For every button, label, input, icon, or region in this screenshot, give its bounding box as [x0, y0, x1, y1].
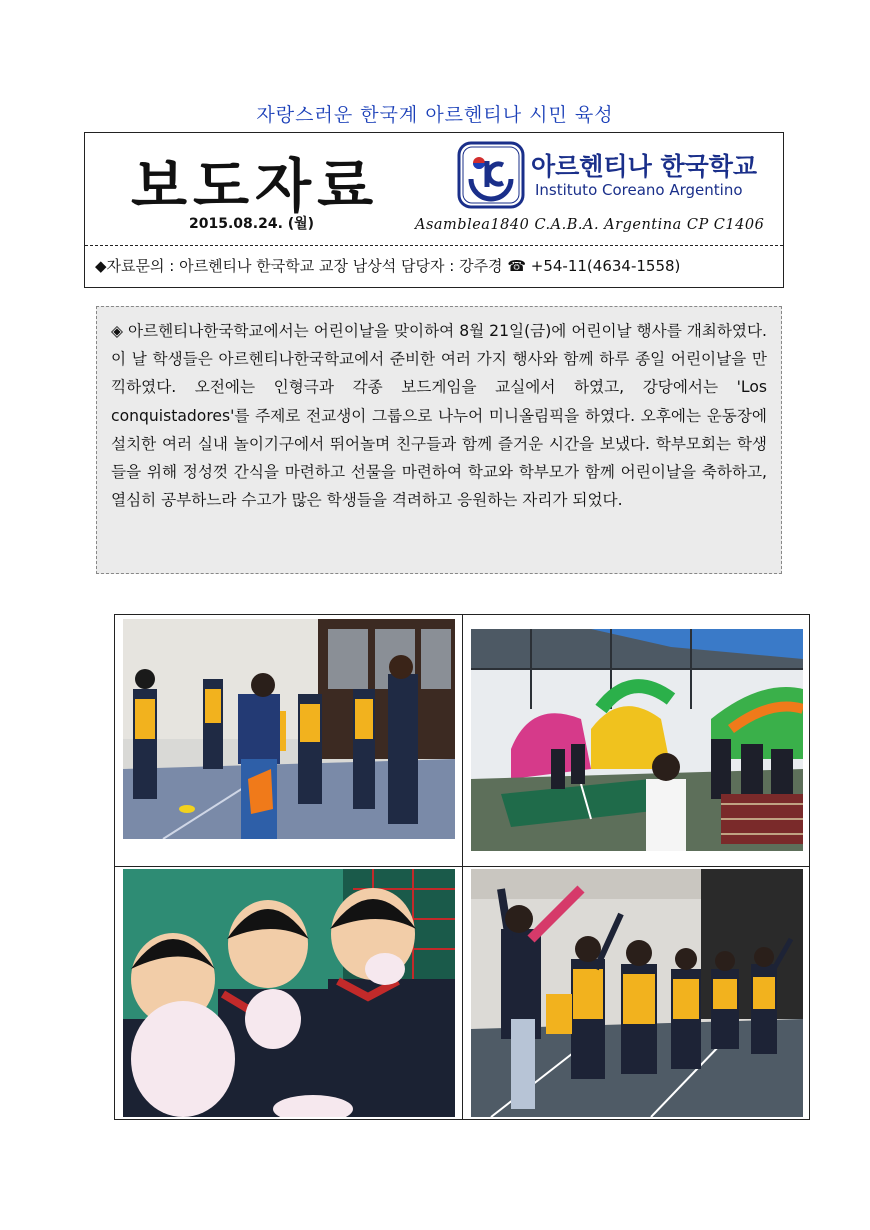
contact-line: ◆자료문의 : 아르헨티나 한국학교 교장 남상석 담당자 : 강주경 ☎ +54-11(4634-1558) — [95, 257, 681, 275]
photo-grid-divider-horizontal — [115, 866, 809, 867]
slogan: 자랑스러운 한국계 아르헨티나 시민 육성 — [256, 104, 614, 126]
photo-cheering-students — [471, 869, 803, 1117]
article-box — [96, 306, 782, 574]
header-divider — [85, 245, 783, 246]
photo-grid-divider-vertical — [462, 615, 463, 1119]
school-name-english: Instituto Coreano Argentino — [535, 181, 743, 199]
photo-grid — [114, 614, 810, 1120]
press-release-header — [84, 132, 784, 288]
photo-hallway-sack-race — [123, 619, 455, 839]
photo-indoor-gym-games — [471, 629, 803, 851]
photo-boys-cotton-candy — [123, 869, 455, 1117]
release-date: 2015.08.24. (월) — [189, 216, 315, 232]
school-logo — [457, 141, 525, 209]
page-title: 보도자료 — [131, 152, 380, 220]
school-address: Asamblea1840 C.A.B.A. Argentina CP C1406 — [415, 217, 765, 233]
school-name-korean: 아르헨티나 한국학교 — [531, 152, 758, 181]
article-text: ◈ 아르헨티나한국학교에서는 어린이날을 맞이하여 8월 21일(금)에 어린이날 행사를 개최하였다. 이 날 학생들은 아르헨티나한국학교에서 준비한 여러 가지 행사와 함께 하루 종일 어린이날을 만끽하였다. 오전에는 인형극과 각종 보드게임을 교실에서 하였고, 강당에서는 'Los conquistadores'를 주제로 전교생이 그룹으로 나누어 미니올림픽을 하였다. 오후에는 운동장에 설치한 여러 실내 놀이기구에서 뛰어놀며 친구들과 함께 즐거운 시간을 보냈다. 학부모회는 학생들을 위해 정성껏 간식을 마련하고 선물을 마련하여 학교와 학부모가 함께 어린이날을 축하하고, 열심히 공부하느라 수고가 많은 학생들을 격려하고 응원하는 자리가 되었다. — [111, 322, 767, 510]
